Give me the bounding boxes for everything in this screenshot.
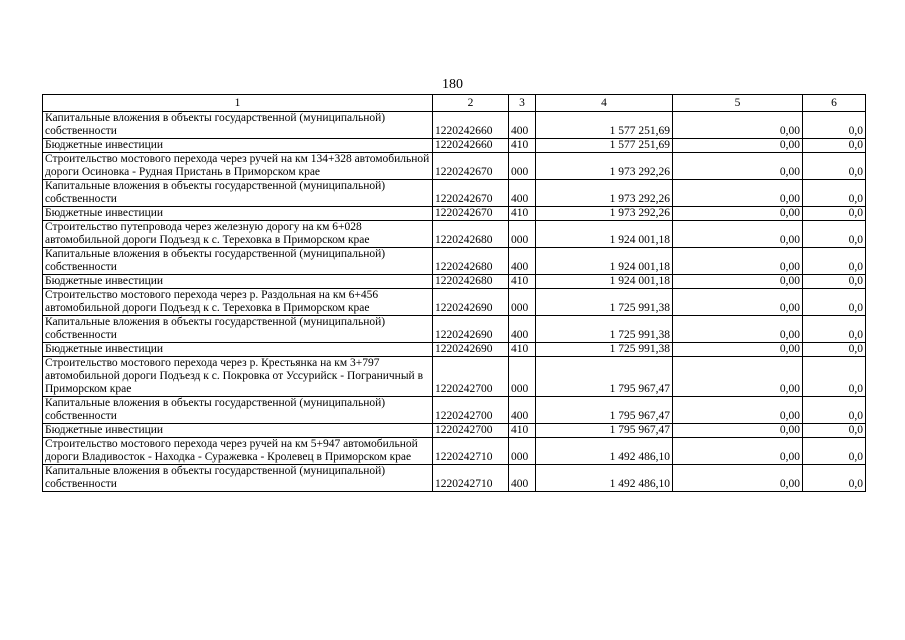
row-expense-type: 400 xyxy=(509,397,536,424)
table-header-row xyxy=(43,95,866,112)
row-value-col5: 0,00 xyxy=(673,465,803,492)
row-code: 1220242690 xyxy=(433,289,509,316)
row-value-col5: 0,00 xyxy=(673,316,803,343)
row-value-col4: 1 795 967,47 xyxy=(536,424,673,438)
column-header: 3 xyxy=(509,95,536,112)
table-row xyxy=(43,343,866,357)
table-row xyxy=(43,357,866,397)
row-value-col6: 0,0 xyxy=(803,248,866,275)
row-code: 1220242670 xyxy=(433,207,509,221)
table-row xyxy=(43,397,866,424)
row-name: Капитальные вложения в объекты государственной (муниципальной) собственности xyxy=(43,180,433,207)
row-value-col4: 1 924 001,18 xyxy=(536,248,673,275)
row-value-col5: 0,00 xyxy=(673,343,803,357)
row-expense-type: 000 xyxy=(509,357,536,397)
row-value-col4: 1 795 967,47 xyxy=(536,357,673,397)
row-value-col6: 0,0 xyxy=(803,424,866,438)
row-expense-type: 410 xyxy=(509,275,536,289)
table-row xyxy=(43,139,866,153)
row-code: 1220242710 xyxy=(433,465,509,492)
row-name: Капитальные вложения в объекты государственной (муниципальной) собственности xyxy=(43,316,433,343)
row-expense-type: 410 xyxy=(509,424,536,438)
row-value-col4: 1 924 001,18 xyxy=(536,221,673,248)
row-code: 1220242670 xyxy=(433,180,509,207)
row-expense-type: 410 xyxy=(509,207,536,221)
row-code: 1220242690 xyxy=(433,316,509,343)
row-name: Строительство путепровода через железную дорогу на км 6+028 автомобильной дороги Подъезд к с. Тереховка в Приморском крае xyxy=(43,221,433,248)
row-value-col4: 1 725 991,38 xyxy=(536,343,673,357)
table-row xyxy=(43,248,866,275)
row-value-col6: 0,0 xyxy=(803,316,866,343)
table-row xyxy=(43,316,866,343)
row-value-col5: 0,00 xyxy=(673,112,803,139)
row-value-col4: 1 973 292,26 xyxy=(536,153,673,180)
table-row xyxy=(43,180,866,207)
row-expense-type: 410 xyxy=(509,139,536,153)
row-expense-type: 410 xyxy=(509,343,536,357)
row-value-col6: 0,0 xyxy=(803,289,866,316)
row-value-col5: 0,00 xyxy=(673,397,803,424)
row-value-col6: 0,0 xyxy=(803,221,866,248)
row-value-col6: 0,0 xyxy=(803,275,866,289)
table-body xyxy=(43,112,866,492)
row-value-col5: 0,00 xyxy=(673,289,803,316)
row-value-col4: 1 795 967,47 xyxy=(536,397,673,424)
table-row xyxy=(43,221,866,248)
row-name: Бюджетные инвестиции xyxy=(43,275,433,289)
row-value-col6: 0,0 xyxy=(803,153,866,180)
row-code: 1220242690 xyxy=(433,343,509,357)
row-value-col6: 0,0 xyxy=(803,438,866,465)
row-name: Бюджетные инвестиции xyxy=(43,139,433,153)
table-row xyxy=(43,112,866,139)
row-expense-type: 000 xyxy=(509,438,536,465)
row-value-col6: 0,0 xyxy=(803,207,866,221)
row-code: 1220242660 xyxy=(433,112,509,139)
column-header: 4 xyxy=(536,95,673,112)
row-value-col5: 0,00 xyxy=(673,207,803,221)
row-code: 1220242680 xyxy=(433,275,509,289)
table-row xyxy=(43,207,866,221)
row-value-col4: 1 725 991,38 xyxy=(536,289,673,316)
row-value-col6: 0,0 xyxy=(803,139,866,153)
row-expense-type: 400 xyxy=(509,316,536,343)
row-code: 1220242700 xyxy=(433,424,509,438)
row-value-col5: 0,00 xyxy=(673,275,803,289)
row-value-col4: 1 973 292,26 xyxy=(536,180,673,207)
row-value-col4: 1 492 486,10 xyxy=(536,465,673,492)
row-code: 1220242680 xyxy=(433,221,509,248)
row-expense-type: 400 xyxy=(509,465,536,492)
row-value-col6: 0,0 xyxy=(803,465,866,492)
row-value-col5: 0,00 xyxy=(673,153,803,180)
page-number: 180 xyxy=(442,77,463,92)
row-name: Бюджетные инвестиции xyxy=(43,207,433,221)
row-value-col6: 0,0 xyxy=(803,112,866,139)
row-name: Строительство мостового перехода через ручей на км 5+947 автомобильной дороги Владивосток - Находка - Суражевка - Кролевец в Приморском крае xyxy=(43,438,433,465)
table-row xyxy=(43,289,866,316)
row-value-col4: 1 577 251,69 xyxy=(536,112,673,139)
table-row xyxy=(43,465,866,492)
column-header: 5 xyxy=(673,95,803,112)
table-row xyxy=(43,275,866,289)
row-code: 1220242710 xyxy=(433,438,509,465)
row-code: 1220242660 xyxy=(433,139,509,153)
row-value-col4: 1 577 251,69 xyxy=(536,139,673,153)
table-row xyxy=(43,424,866,438)
row-expense-type: 400 xyxy=(509,248,536,275)
row-value-col5: 0,00 xyxy=(673,424,803,438)
row-code: 1220242670 xyxy=(433,153,509,180)
row-value-col6: 0,0 xyxy=(803,343,866,357)
row-value-col5: 0,00 xyxy=(673,180,803,207)
row-name: Строительство мостового перехода через ручей на км 134+328 автомобильной дороги Осиновка - Рудная Пристань в Приморском крае xyxy=(43,153,433,180)
row-expense-type: 000 xyxy=(509,289,536,316)
row-expense-type: 400 xyxy=(509,112,536,139)
row-name: Капитальные вложения в объекты государственной (муниципальной) собственности xyxy=(43,112,433,139)
row-expense-type: 000 xyxy=(509,153,536,180)
row-value-col4: 1 725 991,38 xyxy=(536,316,673,343)
column-header: 1 xyxy=(43,95,433,112)
row-name: Бюджетные инвестиции xyxy=(43,424,433,438)
row-expense-type: 000 xyxy=(509,221,536,248)
row-name: Бюджетные инвестиции xyxy=(43,343,433,357)
row-value-col4: 1 492 486,10 xyxy=(536,438,673,465)
row-value-col5: 0,00 xyxy=(673,139,803,153)
row-code: 1220242680 xyxy=(433,248,509,275)
row-name: Строительство мостового перехода через р. Крестьянка на км 3+797 автомобильной дороги Подъезд к с. Покровка от Уссурийск - Пограничный в Приморском крае xyxy=(43,357,433,397)
row-value-col5: 0,00 xyxy=(673,221,803,248)
row-code: 1220242700 xyxy=(433,397,509,424)
row-value-col6: 0,0 xyxy=(803,180,866,207)
row-value-col4: 1 973 292,26 xyxy=(536,207,673,221)
row-value-col6: 0,0 xyxy=(803,357,866,397)
table-row xyxy=(43,153,866,180)
column-header: 2 xyxy=(433,95,509,112)
row-name: Капитальные вложения в объекты государственной (муниципальной) собственности xyxy=(43,397,433,424)
table-row xyxy=(43,438,866,465)
row-value-col6: 0,0 xyxy=(803,397,866,424)
row-name: Капитальные вложения в объекты государственной (муниципальной) собственности xyxy=(43,248,433,275)
row-name: Капитальные вложения в объекты государственной (муниципальной) собственности xyxy=(43,465,433,492)
row-expense-type: 400 xyxy=(509,180,536,207)
row-code: 1220242700 xyxy=(433,357,509,397)
column-header: 6 xyxy=(803,95,866,112)
row-value-col5: 0,00 xyxy=(673,357,803,397)
row-value-col4: 1 924 001,18 xyxy=(536,275,673,289)
budget-table xyxy=(42,94,866,492)
row-value-col5: 0,00 xyxy=(673,438,803,465)
row-name: Строительство мостового перехода через р. Раздольная на км 6+456 автомобильной дороги Подъезд к с. Тереховка в Приморском крае xyxy=(43,289,433,316)
row-value-col5: 0,00 xyxy=(673,248,803,275)
